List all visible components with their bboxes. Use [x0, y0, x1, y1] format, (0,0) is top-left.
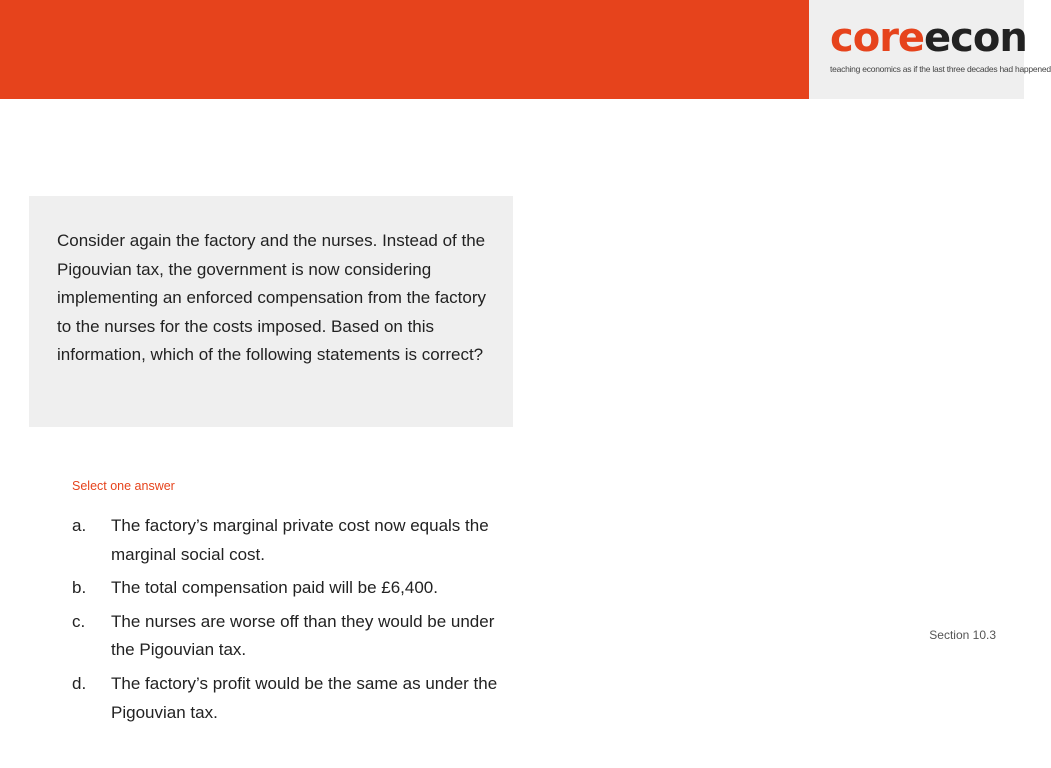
- answer-letter: d.: [72, 673, 87, 693]
- answer-option-c[interactable]: [72, 608, 512, 665]
- question-text: Consider again the factory and the nurses. Instead of the Pigouvian tax, the government is now considering implementing an enforced compensation from the factory to the nurses for the costs imposed. Based on this information, which of the following statements is correct?: [57, 231, 487, 365]
- header-banner: [0, 0, 809, 99]
- section-reference: Section 10.3: [929, 628, 996, 642]
- coreecon-logo: [809, 0, 1051, 99]
- answer-letter: c.: [72, 611, 86, 631]
- answer-option-b[interactable]: [72, 574, 512, 603]
- answer-list: [72, 512, 512, 732]
- answer-option-d[interactable]: [72, 670, 512, 727]
- question-box: [29, 196, 513, 427]
- select-one-answer-label: Select one answer: [72, 479, 175, 493]
- logo-wordmark: [830, 14, 1027, 62]
- answer-letter: b.: [72, 578, 87, 598]
- answer-letter: a.: [72, 516, 87, 535]
- answer-text: The total compensation paid will be £6,400.: [111, 578, 438, 598]
- logo-tagline: teaching economics as if the last three decades had happened: [830, 64, 1051, 74]
- answer-text: The nurses are worse off than they would be under the Pigouvian tax.: [111, 611, 495, 660]
- answer-option-a[interactable]: [72, 512, 512, 569]
- logo-wordmark-core: core: [830, 15, 925, 61]
- logo-wordmark-econ: econ: [924, 15, 1027, 61]
- answer-text: The factory’s marginal private cost now equals the marginal social cost.: [111, 516, 489, 564]
- answer-text: The factory’s profit would be the same as under the Pigouvian tax.: [111, 673, 498, 722]
